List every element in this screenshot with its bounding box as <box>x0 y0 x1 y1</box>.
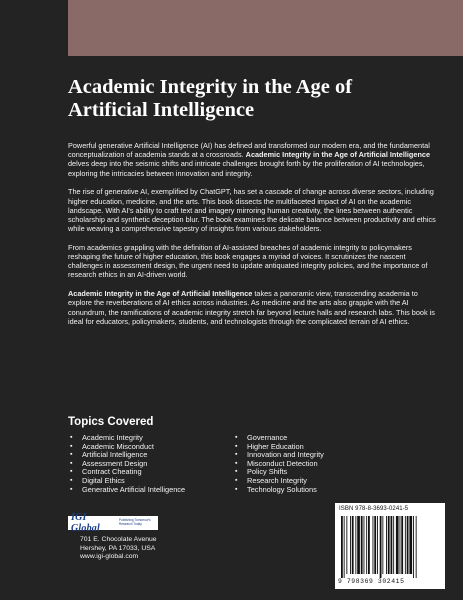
barcode-bar <box>341 516 343 578</box>
topic-item: ▪ Academic Integrity <box>70 434 235 443</box>
publisher-logo <box>68 512 158 534</box>
barcode-bar <box>405 516 406 574</box>
description-paragraph <box>68 141 440 178</box>
barcode-bar <box>386 516 387 574</box>
address-line: www.igi-global.com <box>80 553 139 561</box>
barcode-bars <box>339 516 441 578</box>
topic-item: ▪ Policy Shifts <box>235 468 400 477</box>
isbn-barcode <box>335 503 445 589</box>
barcode-bar <box>368 516 370 574</box>
topics-column-right <box>235 434 400 494</box>
barcode-bar <box>388 516 390 574</box>
topic-item: ▪ Higher Education <box>235 443 400 452</box>
barcode-bar <box>361 516 363 574</box>
barcode-bar <box>409 516 412 574</box>
topics-column-left <box>70 434 235 494</box>
topic-item: ▪ Technology Solutions <box>235 486 400 495</box>
top-color-band <box>68 0 463 56</box>
barcode-bar <box>346 516 347 574</box>
barcode-bar <box>350 516 351 574</box>
barcode-bar <box>364 516 365 574</box>
paragraph-text: The rise of generative AI, exemplified by ChatGPT, has set a cascade of change across diverse sectors, including higher education, medicine, and the arts. This book dissects the multifaceted impact of AI on the academic landscape. With AI's ability to craft text and imagery mirroring human creativity, the lines between authentic scholarship and synthetic deception blur. The book examines the delicate balance between productivity and ethics while weaving a comprehensive tapestry of insights from various stakeholders. <box>68 187 436 234</box>
publisher-logo-subtext: Publishing Tomorrow's Research Today <box>118 518 151 526</box>
paragraph-text: Powerful generative Artificial Intelligence (AI) has defined and transformed our modern era, and the fundamental conceptualization of academia stands at a crossroads. <box>68 141 430 160</box>
topic-item: ▪ Contract Cheating <box>70 468 235 477</box>
barcode-bar <box>344 516 345 578</box>
publisher-logo-text: IGI Global <box>71 512 100 534</box>
topic-item: ▪ Misconduct Detection <box>235 460 400 469</box>
topics-heading: Topics Covered <box>68 416 154 428</box>
topic-item: ▪ Assessment Design <box>70 460 235 469</box>
topic-item: ▪ Generative Artificial Intelligence <box>70 486 235 495</box>
topic-item: ▪ Artificial Intelligence <box>70 451 235 460</box>
barcode-bar <box>400 516 401 574</box>
barcode-bar <box>357 516 360 574</box>
barcode-bar <box>391 516 393 574</box>
topic-item: ▪ Innovation and Integrity <box>235 451 400 460</box>
description-paragraph <box>68 187 440 233</box>
barcode-bar <box>401 516 403 574</box>
barcode-bar <box>355 516 356 574</box>
topic-item: ▪ Digital Ethics <box>70 477 235 486</box>
barcode-bar <box>396 516 399 574</box>
barcode-bar <box>413 516 414 578</box>
isbn-label: ISBN 978-8-3693-0241-5 <box>339 506 409 512</box>
barcode-bar <box>366 516 367 574</box>
barcode-bar <box>352 516 354 574</box>
topic-item: ▪ Research Integrity <box>235 477 400 486</box>
barcode-bar <box>373 516 374 574</box>
address-line: 701 E. Chocolate Avenue <box>80 536 157 543</box>
book-title: Academic Integrity in the Age of Artificial Intelligence <box>68 76 353 121</box>
book-title-inline: Academic Integrity in the Age of Artificial Intelligence <box>68 289 253 299</box>
description-paragraph <box>68 289 440 326</box>
topic-item: ▪ Governance <box>235 434 400 443</box>
publisher-address <box>80 536 157 562</box>
barcode-bar <box>374 516 376 574</box>
barcode-bar <box>382 516 383 574</box>
barcode-bar <box>393 516 394 574</box>
paragraph-text: takes a panoramic view, transcending academia to explore the reverberations of AI ethics across industries. As medicine and the arts also grapple with the AI conundrum, the ramifications of academic integrity stretch far beyond lecture halls and research labs. This book is ideal for educators, policymakers, students, and technologists through the complicated terrain of AI ethics. <box>68 289 435 326</box>
topic-item: ▪ Academic Misconduct <box>70 443 235 452</box>
barcode-bar <box>416 516 417 578</box>
barcode-bar <box>377 516 378 574</box>
isbn-digits: 9 798369 302415 <box>338 578 405 585</box>
book-description <box>68 141 440 335</box>
barcode-bar <box>380 516 382 578</box>
address-line: Hershey, PA 17033, USA <box>80 544 156 552</box>
barcode-bar <box>407 516 409 574</box>
paragraph-text: delves deep into the seismic shifts and intricate challenges brought forth by the proliferation of AI technologies, exploring the intricacies between innovation and integrity. <box>68 159 425 178</box>
topics-list <box>70 434 440 494</box>
book-title-inline: Academic Integrity in the Age of Artificial Intelligence <box>245 150 431 160</box>
paragraph-text: From academics grappling with the definition of AI-assisted breaches of academic integrity to policymakers reshaping the future of higher education, this book engages a myriad of voices. It scrutinizes the nascent challenges in assessment design, the urgent need to update antiquated integrity policies, and the importance of research ethics in an AI-driven world. <box>68 242 428 280</box>
description-paragraph <box>68 243 440 280</box>
